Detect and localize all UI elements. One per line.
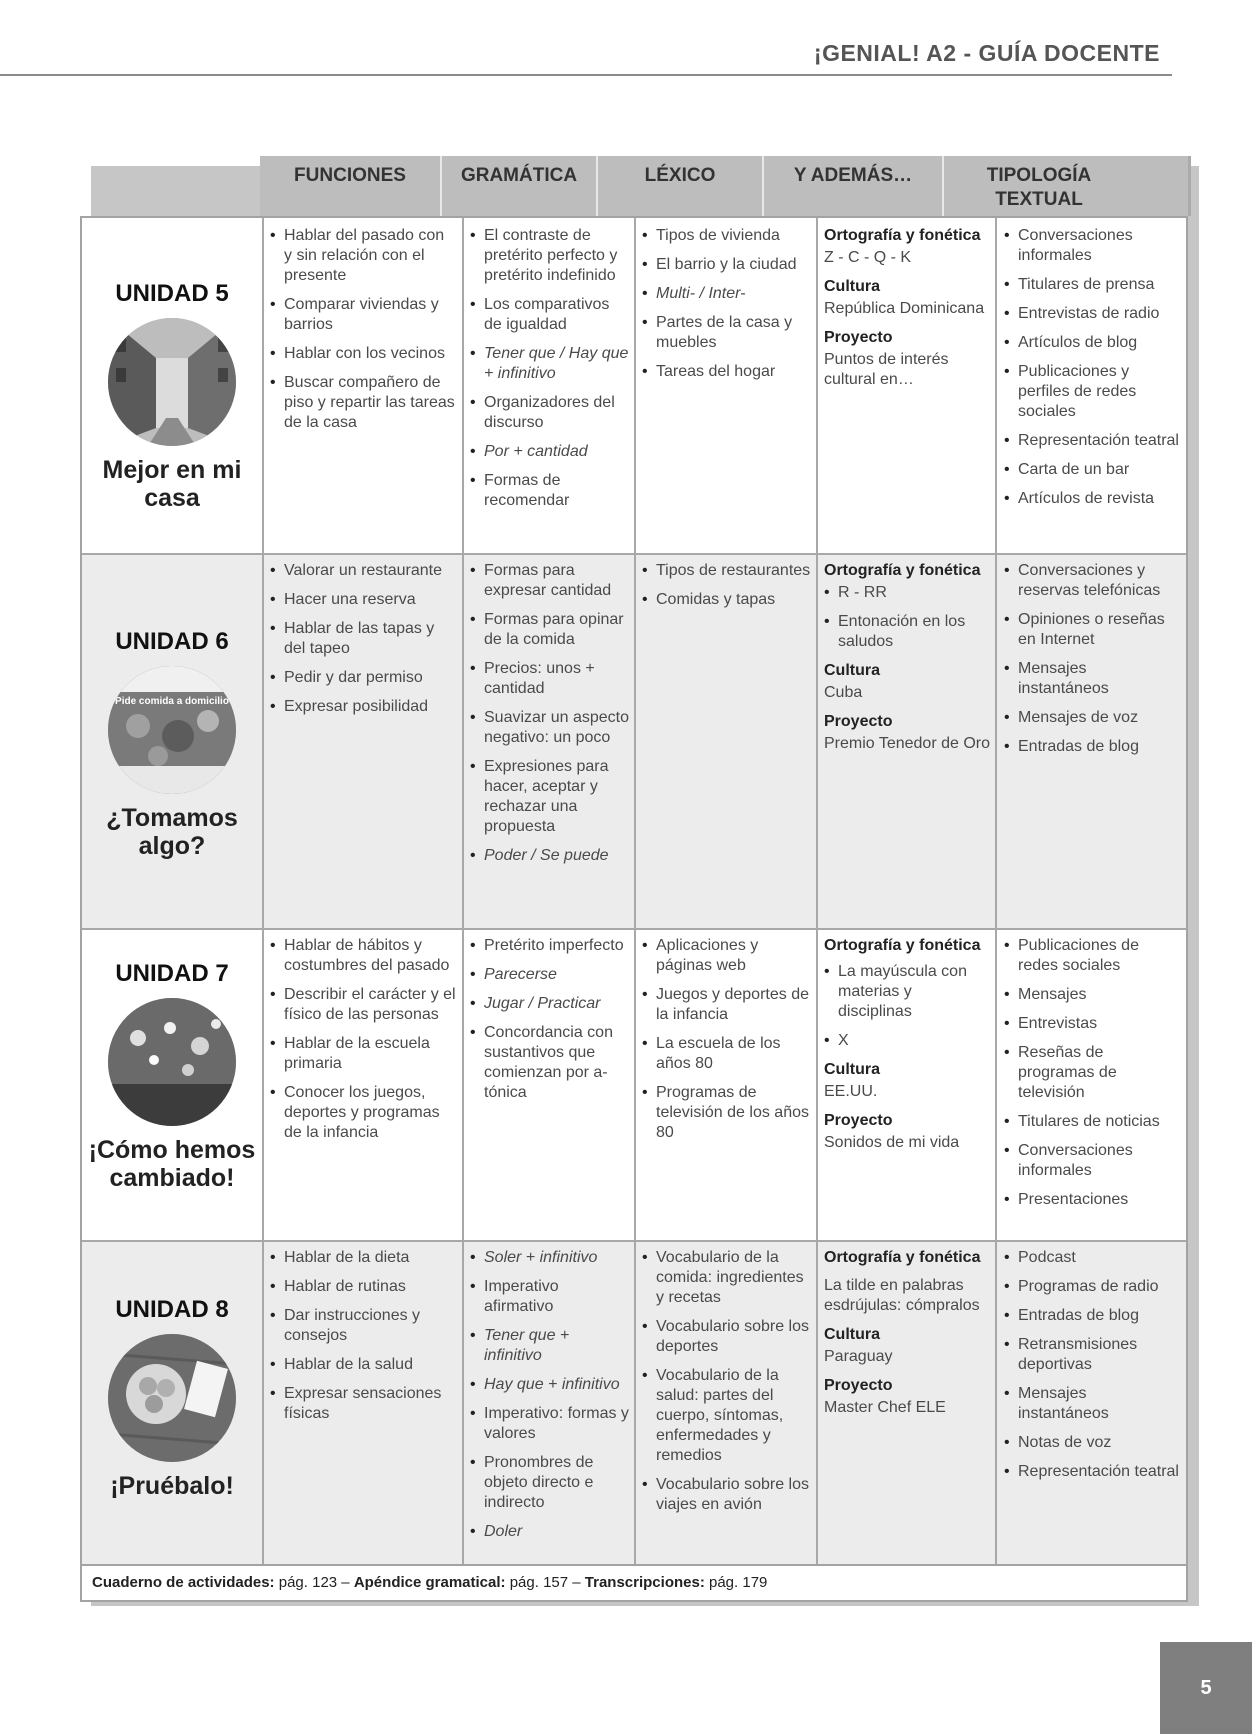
cultura-value: Paraguay — [824, 1348, 893, 1365]
list-item: • Opiniones o reseñas en Internet — [1004, 610, 1180, 650]
unit-title: ¡Pruébalo! — [110, 1472, 234, 1500]
proyecto-label: Proyecto — [824, 1112, 893, 1129]
cultura-label: Cultura — [824, 1061, 880, 1078]
page-header-title: ¡GENIAL! A2 - GUÍA DOCENTE — [813, 40, 1160, 66]
cultura-label: Cultura — [824, 278, 880, 295]
column-divider — [462, 218, 464, 1564]
unit-7-cell — [82, 960, 262, 1192]
apendice-page: pág. 157 — [509, 1574, 569, 1591]
list-item: • X — [824, 1031, 990, 1051]
unit-title: Mejor en mi casa — [102, 456, 242, 512]
unit-label: UNIDAD 6 — [115, 628, 229, 655]
unit-6-ademas — [824, 561, 990, 763]
list-item: • Soler + infinitivo — [470, 1248, 630, 1268]
list-item: • Artículos de blog — [1004, 333, 1180, 353]
list-item: • Los comparativos de igualdad — [470, 295, 630, 335]
list-item: • Juegos y deportes de la infancia — [642, 985, 812, 1025]
list-item: • Entradas de blog — [1004, 737, 1180, 757]
list-item: • Multi- / Inter- — [642, 284, 812, 304]
unit-label: UNIDAD 7 — [115, 960, 229, 987]
ortografia-label: Ortografía y fonética — [824, 937, 981, 954]
unit-6-gramatica — [470, 561, 630, 875]
list-item: • Mensajes — [1004, 985, 1180, 1005]
ortografia-label: Ortografía y fonética — [824, 1249, 981, 1266]
unit-8-ademas — [824, 1248, 990, 1427]
cultura-value: República Dominicana — [824, 300, 985, 317]
list-item: • Mensajes instantáneos — [1004, 1384, 1180, 1424]
col-header-ademas: Y ADEMÁS… — [793, 165, 913, 186]
list-item: • Hablar de hábitos y costumbres del pasado — [270, 936, 456, 976]
proyecto-label: Proyecto — [824, 713, 893, 730]
list-item: • Poder / Se puede — [470, 846, 630, 866]
list-item: • Titulares de noticias — [1004, 1112, 1180, 1132]
eggs-photo — [108, 1334, 236, 1462]
unit-8-gramatica — [470, 1248, 630, 1551]
unit-6-cell — [82, 628, 262, 860]
references-footer — [80, 1566, 1188, 1602]
unit-5-tipologia — [1004, 226, 1180, 518]
proyecto-value: Sonidos de mi vida — [824, 1134, 960, 1151]
column-divider — [995, 218, 997, 1564]
list-item: • Hablar de la salud — [270, 1355, 456, 1375]
list-item: • Comidas y tapas — [642, 590, 812, 610]
list-item: • Entradas de blog — [1004, 1306, 1180, 1326]
list-item: • Podcast — [1004, 1248, 1180, 1268]
list-item: • Vocabulario sobre los deportes — [642, 1317, 812, 1357]
unit-6-tipologia — [1004, 561, 1180, 766]
list-item: • Hablar de la dieta — [270, 1248, 456, 1268]
unit-7-ademas — [824, 936, 990, 1162]
unit-7-funciones — [270, 936, 456, 1152]
unit-7-tipologia — [1004, 936, 1180, 1219]
list-item: • Dar instrucciones y consejos — [270, 1306, 456, 1346]
col-header-tipologia: TIPOLOGÍA TEXTUAL — [986, 165, 1092, 210]
unit-5-funciones — [270, 226, 456, 442]
list-item: • Describir el carácter y el físico de las personas — [270, 985, 456, 1025]
proyecto-label: Proyecto — [824, 1377, 893, 1394]
transcripciones-label: Transcripciones: — [584, 1574, 705, 1591]
banner-text: Pide comida a domicilio — [115, 696, 229, 707]
list-item: • Pretérito imperfecto — [470, 936, 630, 956]
table-body — [80, 216, 1188, 1566]
list-item: • Hay que + infinitivo — [470, 1375, 630, 1395]
list-item: • Conversaciones informales — [1004, 226, 1180, 266]
cultura-value: Cuba — [824, 684, 863, 701]
contents-table — [80, 156, 1188, 1596]
social-media-photo — [108, 998, 236, 1126]
list-item: • Vocabulario de la comida: ingredientes y recetas — [642, 1248, 812, 1308]
list-item: • Imperativo afirmativo — [470, 1277, 630, 1317]
list-item: • Reseñas de programas de televisión — [1004, 1043, 1180, 1103]
unit-7-lexico — [642, 936, 812, 1152]
ortografia-label: Ortografía y fonética — [824, 562, 981, 579]
list-item: • Formas de recomendar — [470, 471, 630, 511]
unit-5-ademas — [824, 226, 990, 399]
unit-8-lexico — [642, 1248, 812, 1524]
street-photo — [108, 318, 236, 446]
list-item: • Partes de la casa y muebles — [642, 313, 812, 353]
cultura-label: Cultura — [824, 662, 880, 679]
unit-5-lexico — [642, 226, 812, 391]
list-item: • Carta de un bar — [1004, 460, 1180, 480]
list-item: • Pedir y dar permiso — [270, 668, 456, 688]
list-item: • Mensajes instantáneos — [1004, 659, 1180, 699]
unit-title: ¡Cómo hemos cambiado! — [88, 1136, 256, 1192]
list-item: • Expresiones para hacer, aceptar y rechazar una propuesta — [470, 757, 630, 837]
list-item: • Tipos de vivienda — [642, 226, 812, 246]
proyecto-value: Master Chef ELE — [824, 1399, 946, 1416]
list-item: • La mayúscula con materias y disciplinas — [824, 962, 990, 1022]
column-divider — [816, 218, 818, 1564]
col-header-funciones: FUNCIONES — [294, 165, 406, 186]
list-item: • Hablar de las tapas y del tapeo — [270, 619, 456, 659]
list-item: • Retransmisiones deportivas — [1004, 1335, 1180, 1375]
cultura-label: Cultura — [824, 1326, 880, 1343]
list-item: • Buscar compañero de piso y repartir las tareas de la casa — [270, 373, 456, 433]
list-item: • Representación teatral — [1004, 1462, 1180, 1482]
list-item: • Concordancia con sustantivos que comienzan por a- tónica — [470, 1023, 630, 1103]
col-header-gramatica: GRAMÁTICA — [460, 165, 578, 186]
list-item: • Expresar sensaciones físicas — [270, 1384, 456, 1424]
list-item: • Hablar del pasado con y sin relación con el presente — [270, 226, 456, 286]
list-item: • Notas de voz — [1004, 1433, 1180, 1453]
list-item: • Formas para opinar de la comida — [470, 610, 630, 650]
list-item: • Publicaciones de redes sociales — [1004, 936, 1180, 976]
list-item: • Conversaciones informales — [1004, 1141, 1180, 1181]
apendice-label: Apéndice gramatical: — [353, 1574, 506, 1591]
unit-title: ¿Tomamos algo? — [106, 804, 238, 860]
list-item: • Hablar de rutinas — [270, 1277, 456, 1297]
list-item: • El contraste de pretérito perfecto y pretérito indefinido — [470, 226, 630, 286]
list-item: • Vocabulario de la salud: partes del cuerpo, síntomas, enfermedades y remedios — [642, 1366, 812, 1466]
list-item: • La escuela de los años 80 — [642, 1034, 812, 1074]
list-item: • Formas para expresar cantidad — [470, 561, 630, 601]
list-item: • Jugar / Practicar — [470, 994, 630, 1014]
list-item: • Publicaciones y perfiles de redes sociales — [1004, 362, 1180, 422]
page-number: 5 — [1160, 1642, 1252, 1734]
unit-5-cell — [82, 280, 262, 512]
transcripciones-page: pág. 179 — [709, 1574, 768, 1591]
ortografia-value: Z - C - Q - K — [824, 249, 912, 266]
unit-label: UNIDAD 8 — [115, 1296, 229, 1323]
list-item: • Precios: unos + cantidad — [470, 659, 630, 699]
list-item: • Tipos de restaurantes — [642, 561, 812, 581]
list-item: • Aplicaciones y páginas web — [642, 936, 812, 976]
separator: – — [341, 1574, 350, 1591]
list-item: • Expresar posibilidad — [270, 697, 456, 717]
ortografia-value: La tilde en palabras esdrújulas: cómpralos — [824, 1277, 980, 1314]
list-item: • Conocer los juegos, deportes y programas de la infancia — [270, 1083, 456, 1143]
column-divider — [262, 218, 264, 1564]
list-item: • Parecerse — [470, 965, 630, 985]
list-item: • Tareas del hogar — [642, 362, 812, 382]
list-item: • Programas de televisión de los años 80 — [642, 1083, 812, 1143]
unit-8-tipologia — [1004, 1248, 1180, 1491]
list-item: • Programas de radio — [1004, 1277, 1180, 1297]
unit-6-lexico — [642, 561, 812, 619]
proyecto-value: Puntos de interés cultural en… — [824, 351, 949, 388]
list-item: • Entrevistas — [1004, 1014, 1180, 1034]
list-item: • Entrevistas de radio — [1004, 304, 1180, 324]
food-delivery-photo — [108, 666, 236, 794]
separator: – — [572, 1574, 581, 1591]
list-item: • Imperativo: formas y valores — [470, 1404, 630, 1444]
list-item: • Suavizar un aspecto negativo: un poco — [470, 708, 630, 748]
list-item: • Representación teatral — [1004, 431, 1180, 451]
unit-6-funciones — [270, 561, 456, 726]
unit-8-cell — [82, 1296, 262, 1500]
cuaderno-page: pág. 123 — [278, 1574, 338, 1591]
list-item: • Artículos de revista — [1004, 489, 1180, 509]
list-item: • Hacer una reserva — [270, 590, 456, 610]
unit-8-funciones — [270, 1248, 456, 1433]
list-item: • Entonación en los saludos — [824, 612, 990, 652]
list-item: • El barrio y la ciudad — [642, 255, 812, 275]
unit-7-gramatica — [470, 936, 630, 1112]
list-item: • Tener que + infinitivo — [470, 1326, 630, 1366]
list-item: • Comparar viviendas y barrios — [270, 295, 456, 335]
list-item: • Valorar un restaurante — [270, 561, 456, 581]
list-item: • Tener que / Hay que + infinitivo — [470, 344, 630, 384]
cultura-value: EE.UU. — [824, 1083, 878, 1100]
col-header-lexico: LÉXICO — [644, 165, 716, 186]
proyecto-label: Proyecto — [824, 329, 893, 346]
unit-label: UNIDAD 5 — [115, 280, 229, 307]
list-item: • Conversaciones y reservas telefónicas — [1004, 561, 1180, 601]
list-item: • Titulares de prensa — [1004, 275, 1180, 295]
column-divider — [634, 218, 636, 1564]
list-item: • Pronombres de objeto directo e indirecto — [470, 1453, 630, 1513]
list-item: • Doler — [470, 1522, 630, 1542]
list-item: • Presentaciones — [1004, 1190, 1180, 1210]
list-item: • Por + cantidad — [470, 442, 630, 462]
list-item: • Mensajes de voz — [1004, 708, 1180, 728]
list-item: • Vocabulario sobre los viajes en avión — [642, 1475, 812, 1515]
ortografia-label: Ortografía y fonética — [824, 227, 981, 244]
proyecto-value: Premio Tenedor de Oro — [824, 735, 991, 752]
list-item: • Hablar de la escuela primaria — [270, 1034, 456, 1074]
list-item: • Organizadores del discurso — [470, 393, 630, 433]
list-item: • Hablar con los vecinos — [270, 344, 456, 364]
list-item: • R - RR — [824, 583, 990, 603]
header-rule — [0, 74, 1172, 76]
column-header-row — [260, 156, 1191, 216]
unit-5-gramatica — [470, 226, 630, 520]
cuaderno-label: Cuaderno de actividades: — [92, 1574, 275, 1591]
